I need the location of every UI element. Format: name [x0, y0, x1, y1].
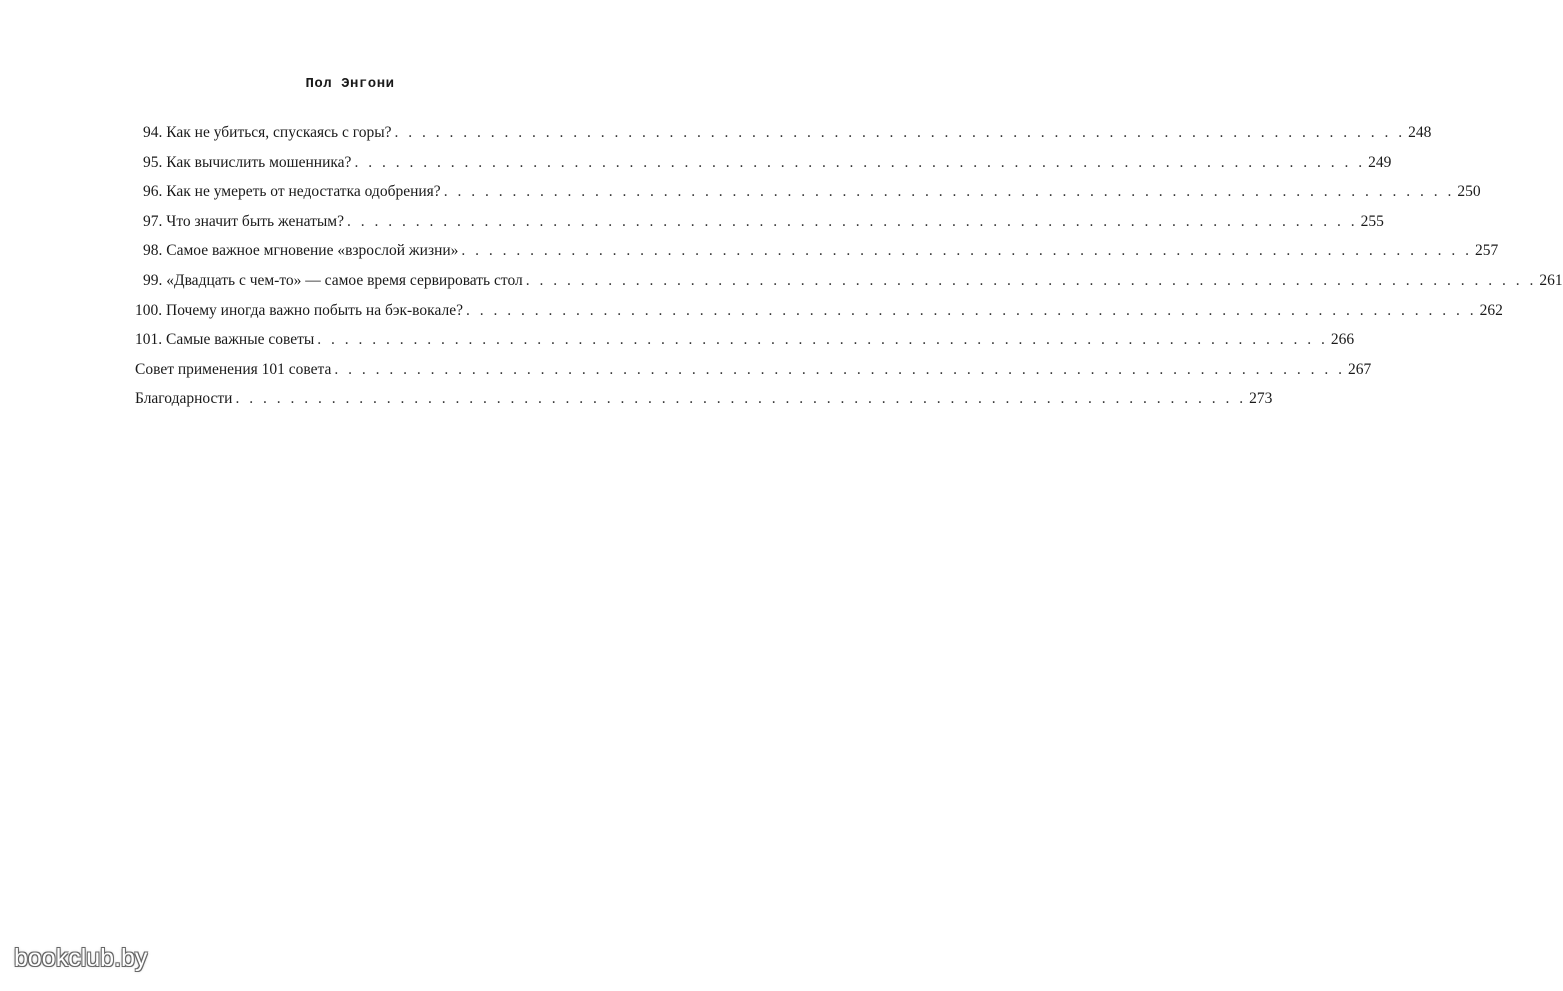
toc-entry-page: 249: [1368, 153, 1392, 171]
toc-entry-number: 95.: [143, 153, 163, 171]
toc-entry-number: 94.: [143, 124, 163, 141]
toc-entry-title: [143, 213, 344, 231]
toc-entry-page: 255: [1360, 212, 1384, 230]
toc-entry-text: Как вычислить мошенника?: [166, 153, 352, 171]
toc-entry-text: Самое важное мгновение «взрослой жизни»: [166, 242, 459, 260]
toc-entry-title: [135, 302, 463, 320]
toc-entry-page: 267: [1347, 360, 1372, 378]
toc-entry-page: 250: [1457, 183, 1481, 201]
toc-entry-page: 257: [1475, 242, 1499, 260]
toc-entry-page: 248: [1408, 124, 1432, 141]
dot-leader: [354, 154, 1365, 172]
toc-entry-title: [143, 154, 351, 172]
toc-entry: [135, 271, 1563, 302]
dot-leader: [347, 213, 1358, 231]
toc-entry-number: 98.: [143, 242, 163, 260]
toc-entry-text: «Двадцать с чем-то» — самое время сервировать стол: [166, 271, 523, 289]
toc-entry-title: [143, 272, 523, 290]
toc-entry-title: Совет применения 101 совета: [135, 360, 332, 378]
dot-leader: [235, 390, 1246, 408]
toc-entry: [135, 212, 1384, 243]
toc-entry: [135, 242, 1499, 272]
toc-entry-text: Как не умереть от недостатка одобрения?: [166, 183, 441, 201]
toc-entry: [135, 390, 1273, 420]
toc-entry-title: [143, 124, 392, 142]
toc-entry: [135, 360, 1372, 391]
dot-leader: [444, 183, 1455, 201]
dot-leader: [317, 331, 1328, 349]
dot-leader: [395, 124, 1406, 142]
toc-entry-text: Почему иногда важно побыть на бэк-вокале?: [166, 301, 463, 319]
toc-entry-text: Что значит быть женатым?: [166, 212, 344, 230]
watermark-logo: bookclub.by: [14, 944, 148, 972]
toc-entry-number: 100.: [135, 301, 163, 319]
toc-entry-page: 261: [1539, 271, 1563, 289]
dot-leader: [334, 361, 1345, 379]
table-of-contents: [135, 124, 1563, 420]
toc-entry-page: 266: [1330, 331, 1355, 349]
dot-leader: [526, 272, 1537, 290]
dot-leader: [461, 242, 1472, 260]
toc-entry-page: 273: [1249, 390, 1273, 408]
toc-entry: [135, 153, 1392, 184]
toc-entry-page: 262: [1479, 301, 1503, 319]
toc-entry-title: [143, 183, 441, 201]
toc-entry-title: [143, 242, 458, 260]
toc-entry-text: Как не убиться, спускаясь с горы?: [166, 124, 392, 141]
toc-entry-number: 101.: [135, 331, 163, 349]
toc-entry-number: 99.: [143, 271, 163, 289]
toc-entry: [135, 301, 1503, 332]
toc-entry-title: [135, 331, 314, 349]
toc-entry-number: 97.: [143, 212, 163, 230]
toc-entry-title: Благодарности: [135, 390, 233, 408]
toc-entry-number: 96.: [143, 183, 163, 201]
toc-entry-text: Самые важные советы: [166, 331, 315, 349]
running-head: Пол Энгони: [305, 76, 395, 92]
toc-entry: [135, 124, 1432, 154]
toc-entry: [135, 331, 1355, 361]
dot-leader: [466, 302, 1477, 320]
toc-entry: [135, 183, 1481, 213]
